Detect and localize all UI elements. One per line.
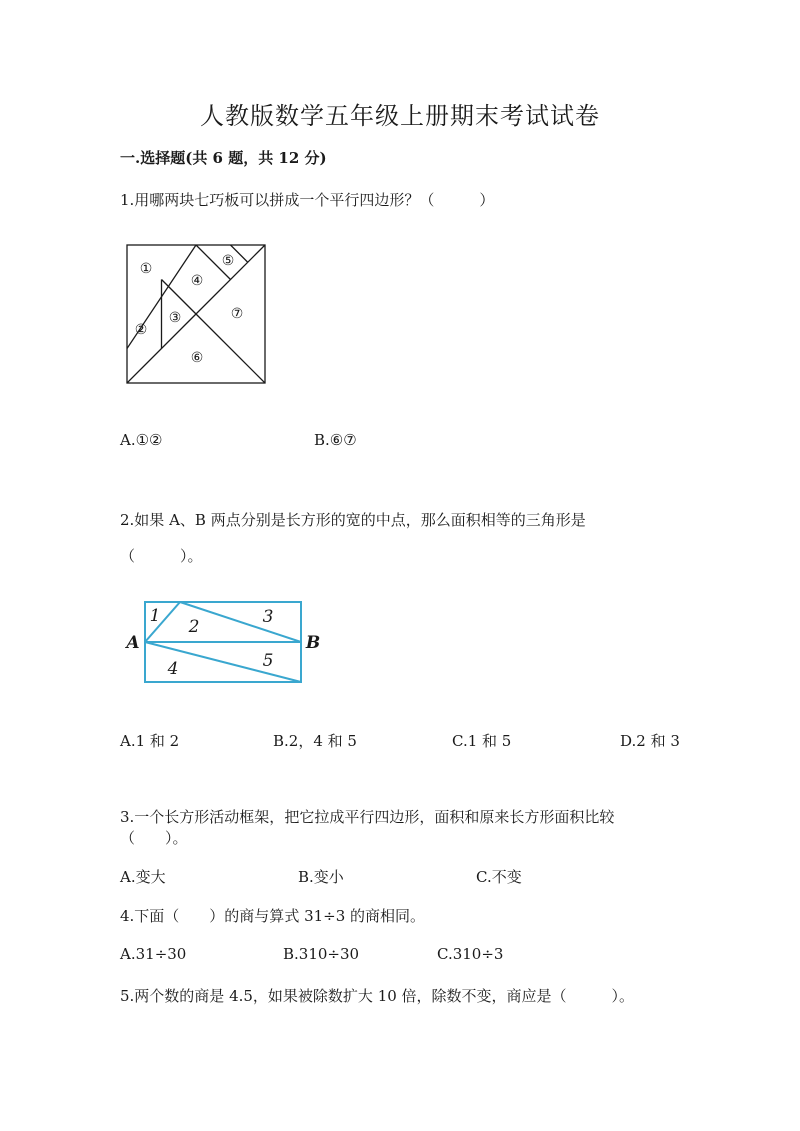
question-2-text: 2.如果 A、B 两点分别是长方形的宽的中点，那么面积相等的三角形是 (120, 511, 586, 529)
triangle-label-5: 5 (262, 651, 274, 671)
point-label-b: B (305, 633, 321, 653)
piece-label-1: ① (139, 261, 153, 277)
triangle-label-2: 2 (188, 617, 200, 637)
question-3-option-b[interactable]: B.变小 (298, 868, 344, 886)
rectangle-triangles-figure (120, 594, 330, 688)
question-1-text: 1.用哪两块七巧板可以拼成一个平行四边形？（ ） (120, 191, 495, 209)
question-4-option-a[interactable]: A.31÷30 (120, 945, 187, 963)
question-4-text: 4.下面（ ）的商与算式 31÷3 的商相同。 (120, 907, 426, 925)
question-1-option-a[interactable]: A.①② (120, 431, 163, 449)
page-title: 人教版数学五年级上册期末考试试卷 (200, 102, 600, 130)
question-2-text-line2: （ ）。 (120, 547, 203, 565)
question-1-option-b[interactable]: B.⑥⑦ (314, 431, 357, 449)
piece-label-7: ⑦ (230, 306, 244, 322)
point-label-a: A (126, 633, 140, 653)
section-heading: 一.选择题(共 6 题，共 12 分) (120, 149, 327, 167)
question-2-option-b[interactable]: B.2，4 和 5 (273, 732, 357, 750)
question-2-option-d[interactable]: D.2 和 3 (620, 732, 680, 750)
question-4-option-c[interactable]: C.310÷3 (437, 945, 504, 963)
question-5-text: 5.两个数的商是 4.5，如果被除数扩大 10 倍，除数不变，商应是（ ）。 (120, 987, 635, 1005)
triangle-label-1: 1 (149, 606, 161, 626)
piece-label-5: ⑤ (221, 253, 235, 269)
question-2-option-a[interactable]: A.1 和 2 (120, 732, 180, 750)
piece-label-4: ④ (190, 273, 204, 289)
triangle-label-3: 3 (262, 607, 274, 627)
triangle-label-4: 4 (167, 659, 179, 679)
question-3-text: 3.一个长方形活动框架，把它拉成平行四边形，面积和原来长方形面积比较 (120, 808, 615, 826)
tangram-figure (120, 238, 272, 390)
question-3-option-c[interactable]: C.不变 (476, 868, 522, 886)
piece-label-2: ② (134, 322, 148, 338)
question-3-option-a[interactable]: A.变大 (120, 868, 166, 886)
question-2-option-c[interactable]: C.1 和 5 (452, 732, 512, 750)
question-4-option-b[interactable]: B.310÷30 (283, 945, 360, 963)
question-3-text-line2: （ ）。 (120, 829, 188, 847)
piece-label-6: ⑥ (190, 350, 204, 366)
tangram-edge (196, 314, 265, 383)
piece-label-3: ③ (168, 310, 182, 326)
